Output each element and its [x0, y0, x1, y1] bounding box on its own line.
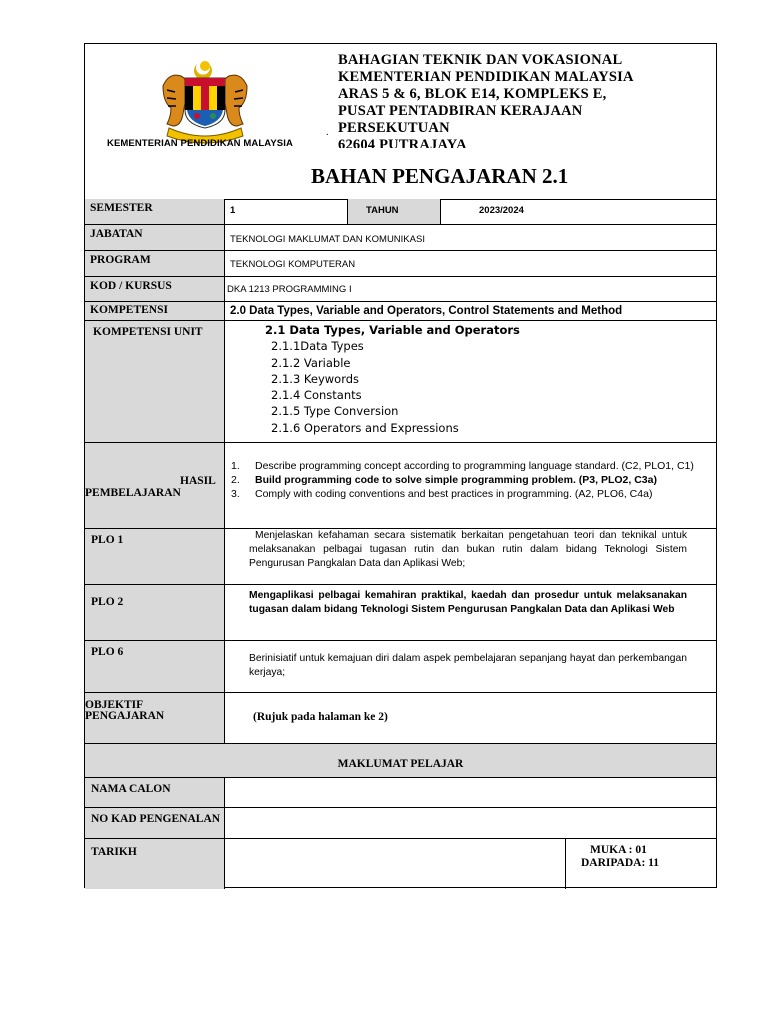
row-plo1 [85, 529, 716, 585]
address-line: ARAS 5 & 6, BLOK E14, KOMPLEKS E, [338, 86, 607, 102]
list-item: 2.1.6 Operators and Expressions [271, 420, 459, 435]
objektif-value: (Rujuk pada halaman ke 2) [253, 711, 388, 723]
objektif-label-line1: OBJEKTIF [85, 699, 144, 711]
list-item: 2.1.3 Keywords [271, 371, 360, 386]
tarikh-label: TARIKH [85, 839, 225, 889]
kompetensi-unit-list [265, 322, 520, 436]
row-program [85, 251, 716, 277]
plo6-label: PLO 6 [85, 641, 225, 692]
ministry-label: KEMENTERIAN PENDIDIKAN MALAYSIA [107, 138, 293, 149]
hasil-pembelajaran-label [85, 443, 225, 528]
list-item: 3. Comply with coding conventions and best practices in programming. (A2, PLO6, C4a) [231, 488, 653, 500]
address-line: KEMENTERIAN PENDIDIKAN MALAYSIA [338, 69, 634, 85]
kod-kursus-label: KOD / KURSUS [85, 277, 225, 301]
document-frame [84, 43, 717, 888]
nama-calon-label: NAMA CALON [85, 778, 225, 807]
row-tarikh [85, 839, 716, 889]
row-hasil-pembelajaran [85, 443, 716, 529]
list-item: 2. Build programming code to solve simple programming problem. (P3, PLO2, C3a) [231, 474, 657, 486]
kompetensi-unit-heading: 2.1 Data Types, Variable and Operators [265, 323, 520, 337]
row-kompetensi [85, 302, 716, 321]
plo6-text: Berinisiatif untuk kemajuan diri dalam aspek pembelajaran sepanjang hayat dan perkembangan kerjaya; [249, 653, 687, 678]
plo2-text: Mengaplikasi pelbagai kemahiran praktikal, kaedah dan prosedur untuk melaksanakan tugasan dalam bidang Teknologi Sistem Pengurusan Pangkalan Data dan Aplikasi Web [249, 590, 687, 615]
row-plo2 [85, 585, 716, 641]
kod-kursus-value: DKA 1213 PROGRAMMING I [227, 284, 352, 295]
page-number-box [565, 839, 716, 889]
crest-icon [155, 56, 255, 144]
semester-label: SEMESTER [85, 199, 225, 224]
hasil-label-line1: HASIL [180, 475, 216, 487]
row-kompetensi-unit [85, 321, 716, 443]
hasil-label-line2: PEMBELAJARAN [85, 487, 181, 499]
address-line: PERSEKUTUAN [338, 120, 450, 136]
program-label: PROGRAM [85, 251, 225, 276]
tahun-value: 2023/2024 [479, 205, 524, 216]
section-maklumat-pelajar: MAKLUMAT PELAJAR [85, 744, 716, 778]
tahun-label: TAHUN [347, 199, 441, 224]
plo1-label: PLO 1 [85, 529, 225, 584]
list-item: 2.1.1Data Types [271, 339, 364, 354]
daripada-text: DARIPADA: 11 [581, 857, 660, 869]
list-item: 2.1.4 Constants [271, 388, 362, 403]
ministry-address [338, 52, 634, 148]
jabatan-value: TEKNOLOGI MAKLUMAT DAN KOMUNIKASI [230, 234, 425, 245]
row-kod-kursus [85, 277, 716, 302]
row-no-kad-pengenalan [85, 808, 716, 839]
document-header [85, 44, 716, 200]
separator-dot: . [326, 127, 329, 138]
list-item: 1. Describe programming concept according to programming language standard. (C2, PLO1, C1) [231, 460, 694, 472]
objektif-label-line2: PENGAJARAN [85, 710, 165, 722]
list-item: 2.1.2 Variable [271, 355, 351, 370]
address-line: BAHAGIAN TEKNIK DAN VOKASIONAL [338, 52, 623, 68]
kompetensi-unit-label: KOMPETENSI UNIT [85, 321, 225, 442]
program-value: TEKNOLOGI KOMPUTERAN [230, 259, 356, 270]
hasil-pembelajaran-list [231, 459, 694, 501]
list-item: 2.1.5 Type Conversion [271, 404, 399, 419]
address-line: 62604 PUTRAJAYA [338, 137, 467, 148]
objektif-label [85, 693, 225, 743]
document-title: BAHAN PENGAJARAN 2.1 [311, 164, 569, 188]
plo2-label: PLO 2 [85, 585, 225, 640]
no-kad-pengenalan-label: NO KAD PENGENALAN [85, 808, 225, 838]
row-jabatan [85, 225, 716, 251]
jabatan-label: JABATAN [85, 225, 225, 250]
row-semester [85, 199, 716, 225]
address-line: PUSAT PENTADBIRAN KERAJAAN [338, 103, 583, 119]
muka-text: MUKA : 01 [590, 844, 647, 856]
kompetensi-value: 2.0 Data Types, Variable and Operators, Control Statements and Method [230, 305, 623, 317]
row-plo6 [85, 641, 716, 693]
kompetensi-label: KOMPETENSI [85, 302, 225, 320]
plo1-text: Menjelaskan kefahaman secara sistematik berkaitan pengetahuan teori dan teknikal untuk melaksanakan pelbagai tugasan rutin dan bukan rutin dalam bidang Teknologi Sistem Pengurusan Pangkalan Data dan Aplikasi Web; [249, 530, 687, 569]
row-objektif [85, 693, 716, 744]
row-nama-calon [85, 778, 716, 808]
semester-value: 1 [230, 205, 236, 216]
